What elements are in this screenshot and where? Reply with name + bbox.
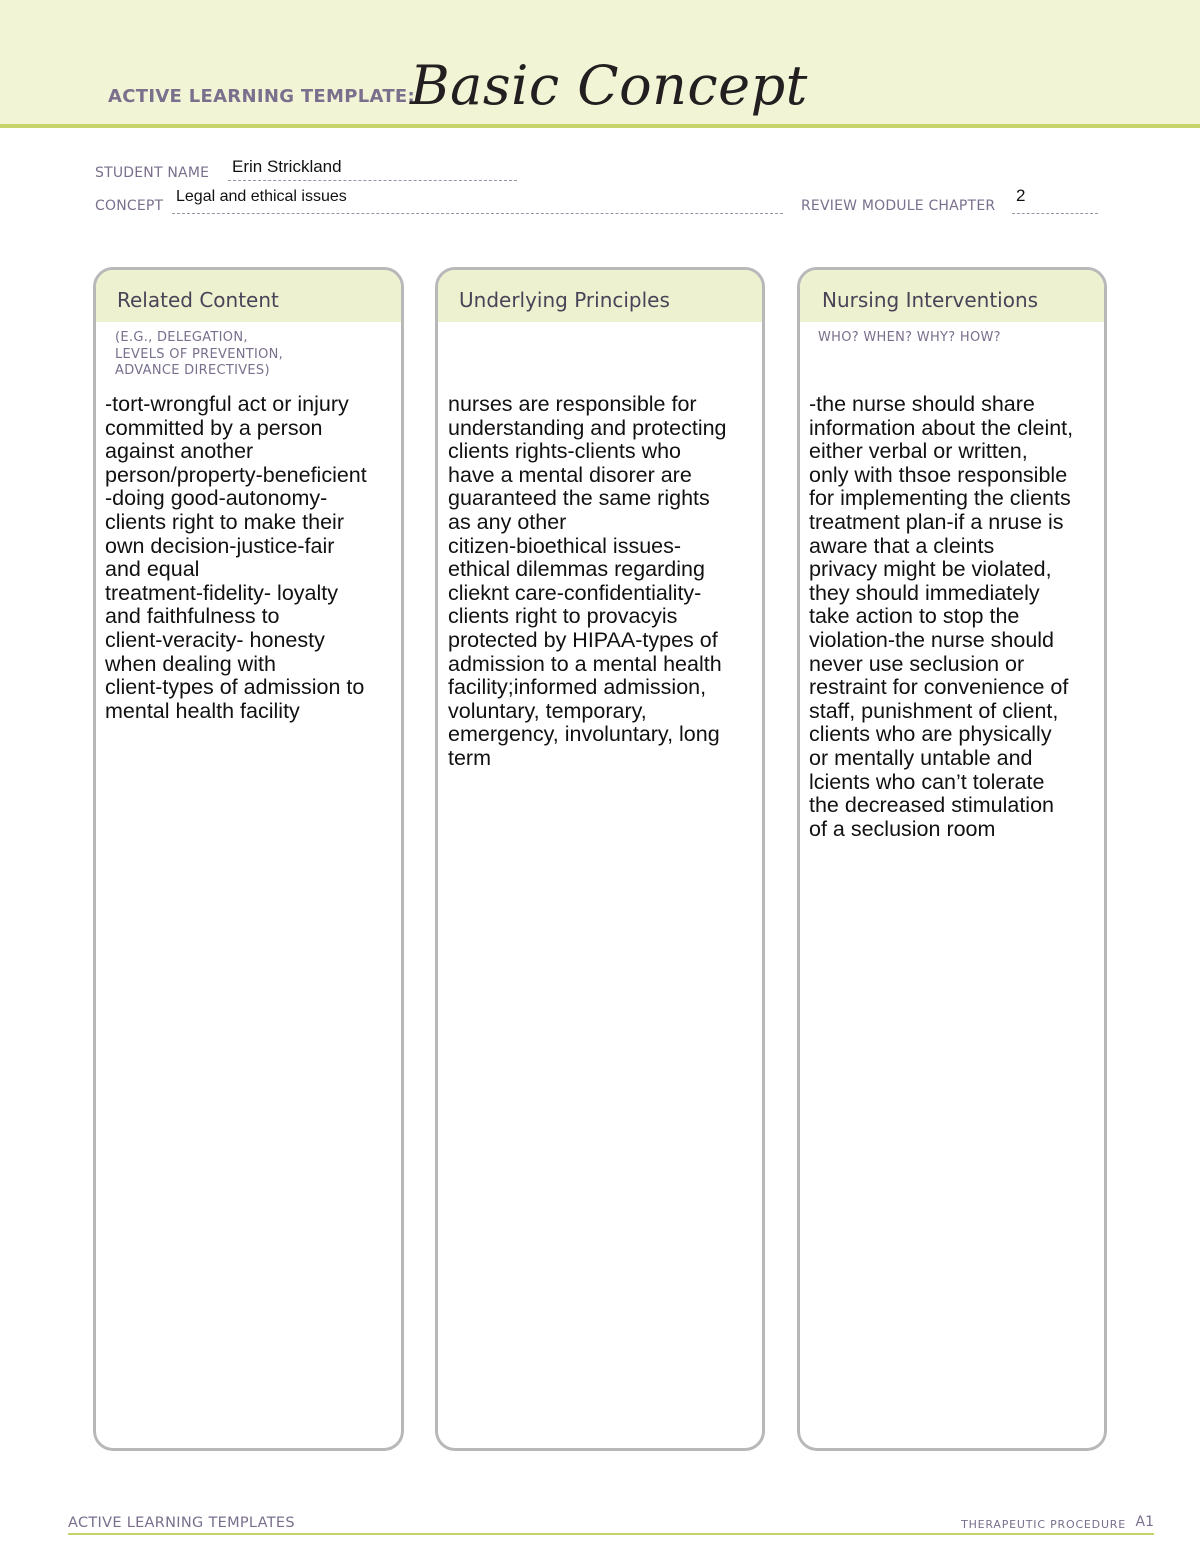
review-module-line	[1012, 213, 1098, 214]
concept-field[interactable]: Legal and ethical issues	[176, 188, 347, 205]
page-title: Basic Concept	[410, 54, 808, 117]
underlying-principles-text[interactable]: nurses are responsible for understanding and protecting clients rights-clients who have a mental disorer are guaranteed the same rights as any other citizen-bioethical issues- ethical dilemmas regarding clieknt care-confidentiality- clients right to provacyis protected by HIPAA-types of admission to a mental health facility;informed admission, voluntary, temporary, emergency, involuntary, long term	[448, 392, 727, 770]
related-content-panel	[93, 267, 404, 1451]
student-name-field[interactable]: Erin Strickland	[232, 157, 342, 176]
underlying-principles-title: Underlying Principles	[459, 288, 670, 312]
footer-divider	[68, 1533, 1154, 1535]
footer-left-label: ACTIVE LEARNING TEMPLATES	[68, 1515, 295, 1531]
nursing-interventions-title: Nursing Interventions	[822, 288, 1039, 312]
student-name-line	[228, 180, 517, 181]
concept-line	[172, 213, 783, 214]
nursing-interventions-hint: WHO? WHEN? WHY? HOW?	[818, 330, 1001, 345]
related-content-hint: (E.G., DELEGATION, LEVELS OF PREVENTION, ADVANCE DIRECTIVES)	[115, 330, 284, 378]
student-name-label: STUDENT NAME	[95, 165, 210, 181]
concept-label: CONCEPT	[95, 198, 164, 214]
review-module-field[interactable]: 2	[1016, 186, 1026, 205]
footer-right-label: THERAPEUTIC PROCEDURE	[961, 1518, 1126, 1531]
footer-page-number: A1	[1135, 1514, 1154, 1530]
template-label: ACTIVE LEARNING TEMPLATE:	[108, 86, 415, 107]
nursing-interventions-panel	[797, 267, 1107, 1451]
review-module-label: REVIEW MODULE CHAPTER	[801, 198, 996, 214]
nursing-interventions-text[interactable]: -the nurse should share information about the cleint, either verbal or written, only with thsoe responsible for implementing the clients treatment plan-if a nruse is aware that a cleints privacy might be violated, they should immediately take action to stop the violation-the nurse should never use seclusion or restraint for convenience of staff, punishment of client, clients who are physically or mentally untable and lcients who can’t tolerate the decreased stimulation of a seclusion room	[809, 392, 1074, 841]
underlying-principles-panel	[435, 267, 765, 1451]
related-content-title: Related Content	[117, 288, 279, 312]
header-divider	[0, 124, 1200, 128]
related-content-text[interactable]: -tort-wrongful act or injury committed by a person against another person/property-beneficient -doing good-autonomy- clients right to make their own decision-justice-fair and equal treatment-fidelity- loyalty and faithfulness to client-veracity- honesty when dealing with client-types of admission to mental health facility	[105, 392, 367, 723]
